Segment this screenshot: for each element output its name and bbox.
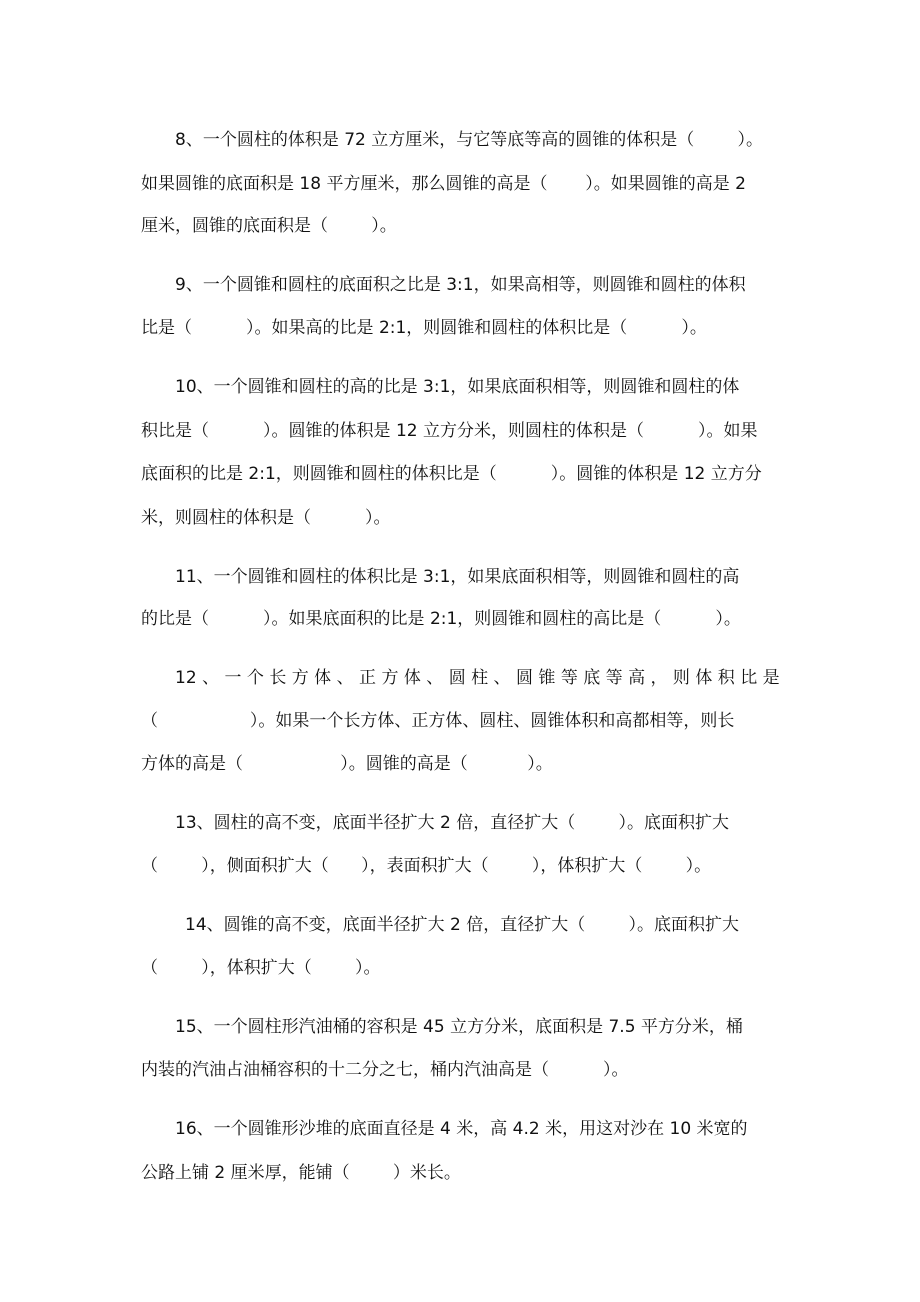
question-12-line-1-char: 比 bbox=[740, 668, 758, 688]
question-15-line-2: 内装的汽油占油桶容积的十二分之七，桶内汽油高是（ ）。 bbox=[141, 1060, 629, 1080]
question-9-line-2: 比是（ ）。如果高的比是 2:1，则圆锥和圆柱的体积比是（ ）。 bbox=[141, 318, 707, 338]
question-12-line-1-char: 底 bbox=[583, 668, 601, 688]
question-16-line-1: 16、一个圆锥形沙堆的底面直径是 4 米，高 4.2 米，用这对沙在 10 米宽的 bbox=[175, 1119, 748, 1139]
question-8-line-3: 厘米，圆锥的底面积是（ ）。 bbox=[141, 216, 397, 236]
question-12-line-1-char: 积 bbox=[717, 668, 735, 688]
question-15-line-1: 15、一个圆柱形汽油桶的容积是 45 立方分米，底面积是 7.5 平方分米，桶 bbox=[175, 1017, 743, 1037]
question-8-line-1: 8、一个圆柱的体积是 72 立方厘米，与它等底等高的圆锥的体积是（ ）。 bbox=[175, 130, 763, 150]
question-12-line-1-char: 体 bbox=[314, 668, 332, 688]
question-12-line-3: 方体的高是（ ）。圆锥的高是（ ）。 bbox=[141, 754, 553, 774]
question-12-line-1-char: 方 bbox=[381, 668, 399, 688]
question-10-line-1: 10、一个圆锥和圆柱的高的比是 3:1，如果底面积相等，则圆锥和圆柱的体 bbox=[175, 377, 740, 397]
question-12-line-1-char: ， bbox=[650, 668, 668, 688]
question-12-line-1-char: 一 bbox=[224, 668, 242, 688]
question-12-line-1-char: 、 bbox=[336, 668, 354, 688]
question-12-line-1-char: 圆 bbox=[515, 668, 533, 688]
question-12-line-1-char: 是 bbox=[762, 668, 780, 688]
question-11-line-2: 的比是（ ）。如果底面积的比是 2:1，则圆锥和圆柱的高比是（ ）。 bbox=[141, 609, 741, 629]
question-13-line-1: 13、圆柱的高不变，底面半径扩大 2 倍，直径扩大（ ）。底面积扩大 bbox=[175, 813, 729, 833]
question-14-line-2: （ ），体积扩大（ ）。 bbox=[141, 958, 381, 978]
question-12-line-1-char: 个 bbox=[246, 668, 264, 688]
question-13-line-2: （ ），侧面积扩大（ ），表面积扩大（ ），体积扩大（ ）。 bbox=[141, 856, 712, 876]
question-12-line-1-char: 体 bbox=[403, 668, 421, 688]
question-12-line-1-char: 高 bbox=[628, 668, 646, 688]
question-12-line-1-char: 12 bbox=[175, 668, 197, 688]
question-10-line-3: 底面积的比是 2:1，则圆锥和圆柱的体积比是（ ）。圆锥的体积是 12 立方分 bbox=[141, 464, 762, 484]
question-12-line-1-char: 等 bbox=[605, 668, 623, 688]
question-12-line-1-char: 则 bbox=[672, 668, 690, 688]
question-12-line-1 bbox=[175, 667, 780, 689]
question-16-line-2: 公路上铺 2 厘米厚，能铺（ ）米长。 bbox=[141, 1163, 461, 1183]
question-10-line-2: 积比是（ ）。圆锥的体积是 12 立方分米，则圆柱的体积是（ ）。如果 bbox=[141, 421, 758, 441]
question-12-line-1-char: 体 bbox=[695, 668, 713, 688]
question-12-line-1-char: 等 bbox=[560, 668, 578, 688]
question-12-line-1-char: 、 bbox=[493, 668, 511, 688]
question-12-line-1-char: 长 bbox=[269, 668, 287, 688]
question-11-line-1: 11、一个圆锥和圆柱的体积比是 3:1，如果底面积相等，则圆锥和圆柱的高 bbox=[175, 567, 740, 587]
question-12-line-1-char: 锥 bbox=[538, 668, 556, 688]
question-12-line-1-char: 正 bbox=[359, 668, 377, 688]
question-14-line-1: 14、圆锥的高不变，底面半径扩大 2 倍，直径扩大（ ）。底面积扩大 bbox=[185, 915, 739, 935]
question-12-line-1-char: 方 bbox=[291, 668, 309, 688]
question-8-line-2: 如果圆锥的底面积是 18 平方厘米，那么圆锥的高是（ ）。如果圆锥的高是 2 bbox=[141, 174, 746, 194]
question-12-line-2: （ ）。如果一个长方体、正方体、圆柱、圆锥体积和高都相等，则长 bbox=[141, 711, 735, 731]
question-12-line-1-char: 柱 bbox=[471, 668, 489, 688]
question-12-line-1-char: 、 bbox=[202, 668, 220, 688]
question-12-line-1-char: 圆 bbox=[448, 668, 466, 688]
question-9-line-1: 9、一个圆锥和圆柱的底面积之比是 3:1，如果高相等，则圆锥和圆柱的体积 bbox=[175, 275, 746, 295]
question-12-line-1-char: 、 bbox=[426, 668, 444, 688]
question-10-line-4: 米，则圆柱的体积是（ ）。 bbox=[141, 508, 391, 528]
